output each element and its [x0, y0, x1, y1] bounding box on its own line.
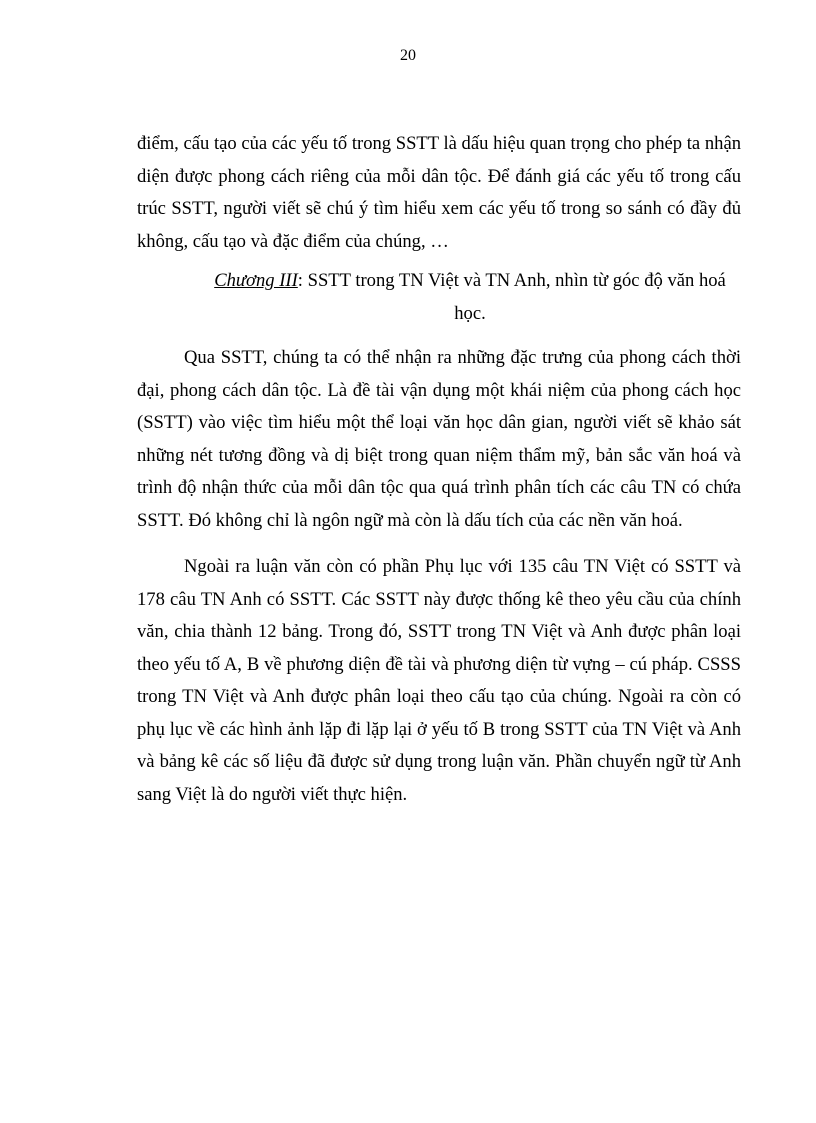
- paragraph-sstt-culture: Qua SSTT, chúng ta có thể nhận ra những đặc trưng của phong cách thời đại, phong cách dân tộc. Là đề tài vận dụng một khái niệm của phong cách học (SSTT) vào việc tìm hiểu một thể loại văn học dân gian, người viết sẽ khảo sát những nét tương đồng và dị biệt trong quan niệm thẩm mỹ, bản sắc văn hoá và trình độ nhận thức của mỗi dân tộc qua quá trình phân tích các câu TN có chứa SSTT. Đó không chỉ là ngôn ngữ mà còn là dấu tích của các nền văn hoá.: [137, 347, 741, 531]
- page-number: 20: [400, 47, 416, 64]
- paragraph-continuation: điểm, cấu tạo của các yếu tố trong SSTT là dấu hiệu quan trọng cho phép ta nhận diện được phong cách riêng của mỗi dân tộc. Để đánh giá các yếu tố trong cấu trúc SSTT, người viết sẽ chú ý tìm hiểu xem các yếu tố trong so sánh có đầy đủ không, cấu tạo và đặc điểm của chúng, …: [137, 133, 741, 252]
- paragraph-appendix: Ngoài ra luận văn còn có phần Phụ lục với 135 câu TN Việt có SSTT và 178 câu TN Anh có SSTT. Các SSTT này được thống kê theo yêu cầu của chính văn, chia thành 12 bảng. Trong đó, SSTT trong TN Việt và Anh được phân loại theo yếu tố A, B về phương diện đề tài và phương diện từ vựng – cú pháp. CSSS trong TN Việt và Anh được phân loại theo cấu tạo của chúng. Ngoài ra còn có phụ lục về các hình ảnh lặp đi lặp lại ở yếu tố B trong SSTT của TN Việt và Anh và bảng kê các số liệu đã được sử dụng trong luận văn. Phần chuyển ngữ từ Anh sang Việt là do người viết thực hiện.: [137, 556, 741, 805]
- body-text: [137, 128, 741, 811]
- chapter-label: Chương III: [214, 270, 298, 291]
- chapter-heading: [137, 265, 741, 330]
- chapter-title: : SSTT trong TN Việt và TN Anh, nhìn từ góc độ văn hoá học.: [297, 270, 726, 324]
